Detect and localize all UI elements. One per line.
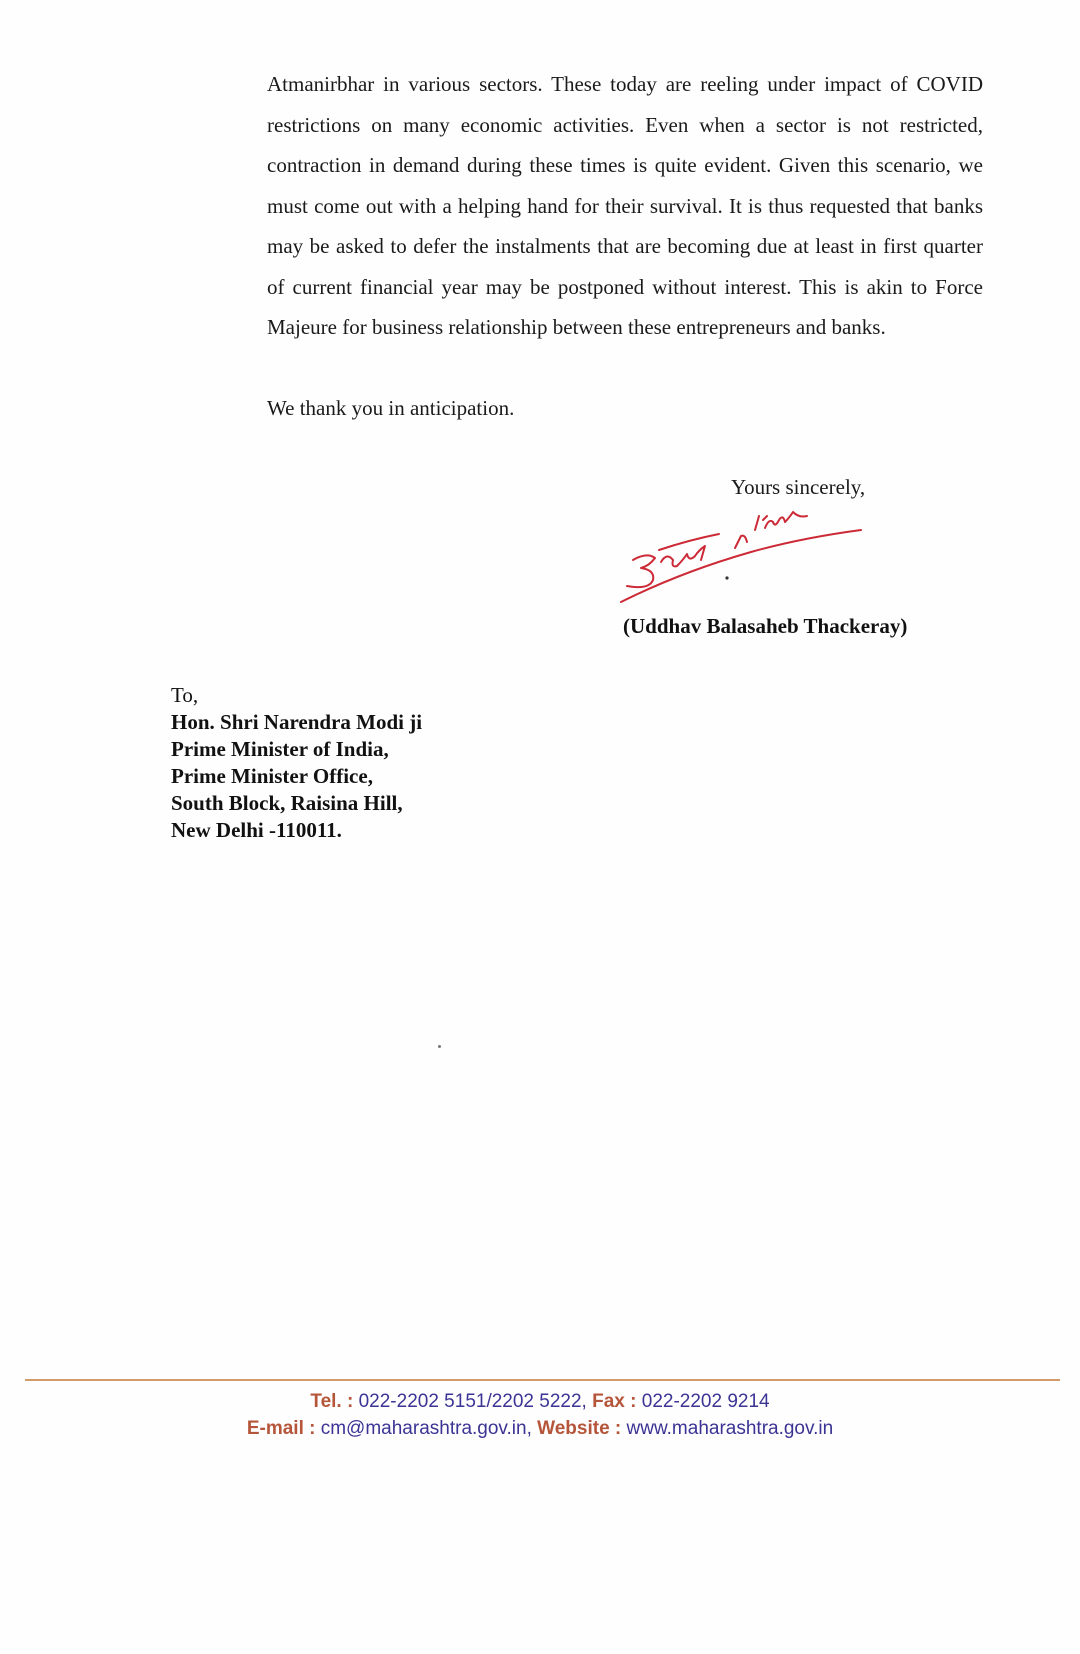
website-value[interactable]: www.maharashtra.gov.in [626, 1418, 834, 1439]
recipient-street: South Block, Raisina Hill, [171, 791, 403, 815]
email-value[interactable]: cm@maharashtra.gov.in, [320, 1418, 532, 1439]
tel-value: 022-2202 5151/2202 5222, [358, 1391, 587, 1412]
to-label: To, [171, 683, 199, 707]
footer-web-line [0, 1418, 1080, 1440]
paper-speck [438, 1045, 441, 1048]
recipient-office: Prime Minister Office, [171, 764, 373, 788]
website-label: Website : [537, 1418, 622, 1439]
fax-label: Fax : [592, 1391, 637, 1412]
signer-name: (Uddhav Balasaheb Thackeray) [623, 614, 908, 638]
fax-value: 022-2202 9214 [641, 1391, 770, 1412]
recipient-address [171, 682, 422, 844]
tel-label: Tel. : [310, 1391, 354, 1412]
footer-divider [25, 1379, 1060, 1381]
recipient-title: Prime Minister of India, [171, 737, 389, 761]
closing-salutation: Yours sincerely, [731, 475, 866, 499]
footer-contact-line [0, 1391, 1080, 1413]
thanks-line: We thank you in anticipation. [267, 396, 515, 420]
body-paragraph: Atmanirbhar in various sectors. These today are reeling under impact of COVID restrictions on many economic activities. Even when a sector is not restricted, contraction in demand during these times is quite evident. Given this scenario, we must come out with a helping hand for their survival. It is thus requested that banks may be asked to defer the instalments that are becoming due at least in first quarter of current financial year may be postponed without interest. This is akin to Force Majeure for business relationship between these entrepreneurs and banks. [267, 72, 983, 339]
recipient-city: New Delhi -110011. [171, 818, 342, 842]
handwritten-signature [615, 500, 875, 625]
recipient-name: Hon. Shri Narendra Modi ji [171, 710, 423, 734]
email-label: E-mail : [246, 1418, 316, 1439]
letter-body [267, 64, 983, 348]
